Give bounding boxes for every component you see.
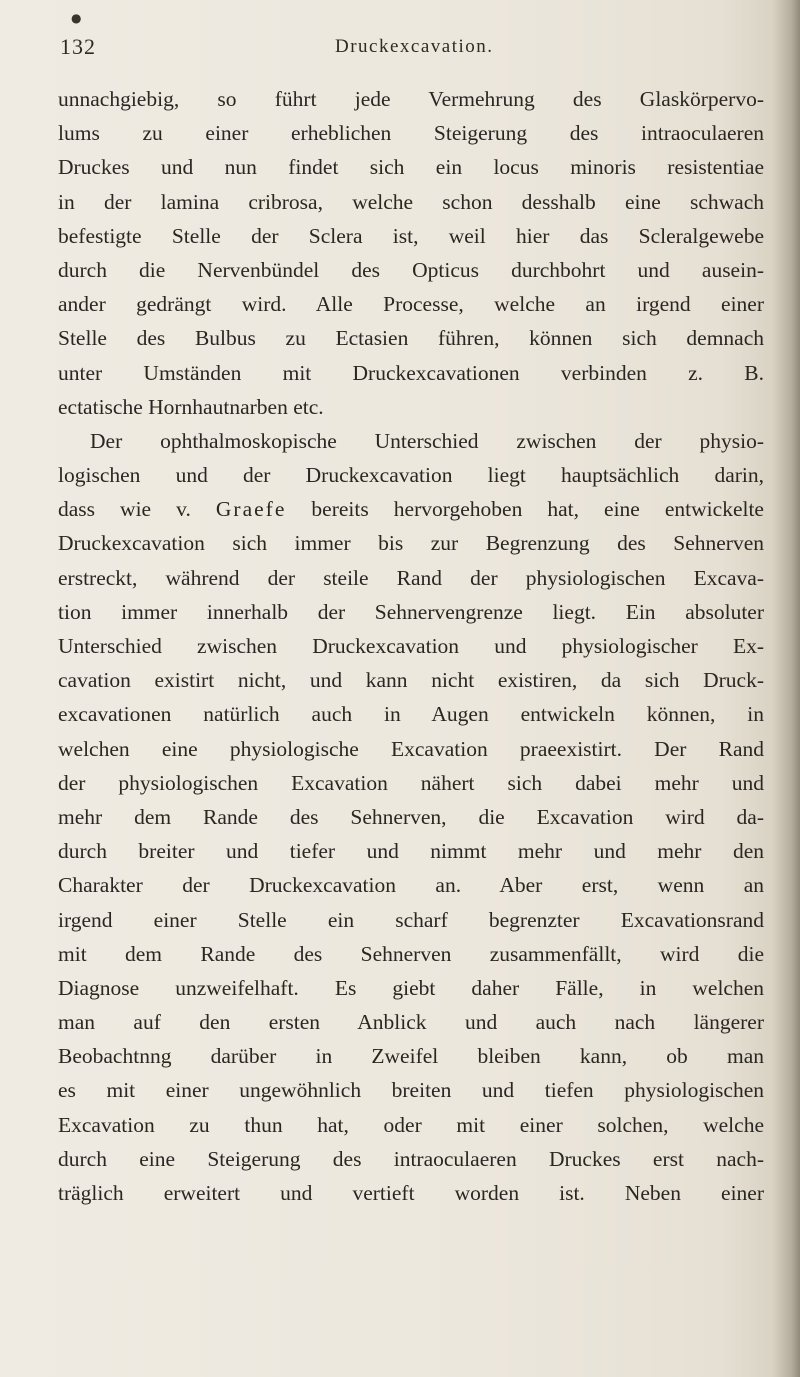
text-line: erstreckt, während der steile Rand der physiologischen Excava- [58, 565, 764, 590]
text-line: der physiologischen Excavation nähert sich dabei mehr und [58, 770, 764, 795]
text-line: Unterschied zwischen Druckexcavation und physiologischer Ex- [58, 634, 764, 658]
text-line: welchen eine physiologische Excavation praeexistirt. Der Rand [58, 736, 764, 761]
body-text [58, 82, 764, 1210]
text-line: Stelle des Bulbus zu Ectasien führen, können sich demnach [58, 326, 764, 351]
page-number: 132 [60, 34, 96, 59]
text-line: tion immer innerhalb der Sehnervengrenze liegt. Ein absoluter [58, 599, 764, 624]
text-line: träglich erweitert und vertieft worden ist. Neben einer [58, 1181, 764, 1205]
page-header [60, 34, 760, 64]
text-line: mehr dem Rande des Sehnerven, die Excavation wird da- [58, 804, 764, 829]
text-line: durch breiter und tiefer und nimmt mehr und mehr den [58, 839, 764, 864]
text-line: es mit einer ungewöhnlich breiten und tiefen physiologischen [58, 1078, 764, 1103]
text-segment: bereits hervorgehoben hat, eine entwickelte [286, 497, 764, 522]
paragraph-end-line: ectatische Hornhautnarben etc. [58, 394, 324, 419]
text-line: durch eine Steigerung des intraoculaeren Druckes erst nach- [58, 1146, 764, 1171]
text-line: Diagnose unzweifelhaft. Es giebt daher Fälle, in welchen [58, 975, 764, 1000]
text-line: durch die Nervenbündel des Opticus durchbohrt und ausein- [58, 257, 764, 282]
text-segment: dass wie v. [58, 497, 216, 522]
text-line: ander gedrängt wird. Alle Processe, welche an irgend einer [58, 292, 764, 317]
bullet-mark: ● [71, 11, 82, 25]
text-line: mit dem Rande des Sehnerven zusammenfällt, wird die [58, 941, 764, 966]
text-line: cavation existirt nicht, und kann nicht existiren, da sich Druck- [58, 668, 764, 693]
page-edge-shadow [772, 0, 800, 1377]
text-line: unnachgiebig, so führt jede Vermehrung des Glaskörpervo- [58, 87, 764, 111]
text-line: befestigte Stelle der Sclera ist, weil hier das Scleralgewebe [58, 223, 764, 248]
text-line-graefe [58, 492, 764, 526]
text-line: Druckes und nun findet sich ein locus minoris resistentiae [58, 155, 764, 180]
text-line: irgend einer Stelle ein scharf begrenzter Excavationsrand [58, 907, 764, 932]
text-line: Druckexcavation sich immer bis zur Begrenzung des Sehnerven [58, 531, 764, 556]
running-title: Druckexcavation. [335, 36, 494, 57]
text-line: lums zu einer erheblichen Steigerung des intraoculaeren [58, 121, 764, 146]
author-name-graefe: Graefe [215, 497, 287, 522]
text-line: Excavation zu thun hat, oder mit einer solchen, welche [58, 1112, 764, 1137]
text-line: logischen und der Druckexcavation liegt hauptsächlich darin, [58, 463, 764, 488]
text-line: Charakter der Druckexcavation an. Aber erst, wenn an [58, 873, 764, 898]
text-line: excavationen natürlich auch in Augen entwickeln können, in [58, 702, 764, 727]
text-line: Beobachtnng darüber in Zweifel bleiben kann, ob man [58, 1044, 764, 1069]
text-line: unter Umständen mit Druckexcavationen verbinden z. B. [58, 360, 764, 385]
paragraph-start-line: Der ophthalmoskopische Unterschied zwischen der physio- [90, 428, 764, 453]
text-line: man auf den ersten Anblick und auch nach längerer [58, 1010, 764, 1035]
text-line: in der lamina cribrosa, welche schon desshalb eine schwach [58, 189, 764, 214]
